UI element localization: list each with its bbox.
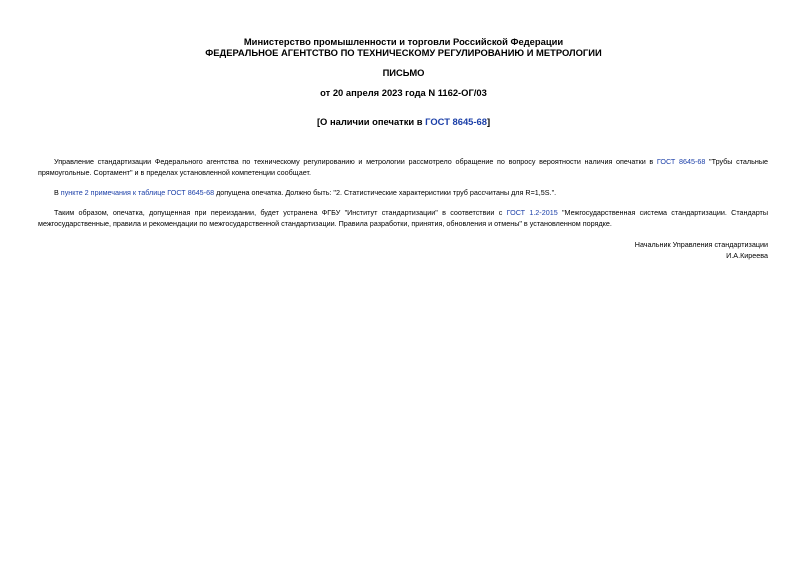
paragraph-3-text-before: Таким образом, опечатка, допущенная при переиздании, будет устранена ФГБУ "Институт стандартизации" в соответствии с [54,208,507,217]
paragraph-2 [38,187,768,198]
paragraph-3-gost-link[interactable]: ГОСТ 1.2-2015 [506,208,558,217]
paragraph-3 [38,207,768,229]
paragraph-1-text-after: "Трубы стальные прямоугольные. Сортамент" и в пределах установленной компетенции сообщает. [38,157,769,177]
paragraph-2-text-after: допущена опечатка. Должно быть: "2. Статистические характеристики труб рассчитаны для R=1,5S.". [214,188,557,197]
ministry-title: Министерство промышленности и торговли Российской Федерации [243,36,564,47]
subject-prefix: [О наличии опечатки в [316,116,426,127]
document-subject [0,116,807,127]
paragraph-2-text-before: В [54,188,61,197]
paragraph-2-table-note-link[interactable]: пункте 2 примечания к таблице ГОСТ 8645-68 [60,188,215,197]
subject-gost-link[interactable]: ГОСТ 8645-68 [425,116,487,127]
agency-title: ФЕДЕРАЛЬНОЕ АГЕНТСТВО ПО ТЕХНИЧЕСКОМУ РЕГУЛИРОВАНИЮ И МЕТРОЛОГИИ [205,47,602,58]
paragraph-3-text-after: "Межгосударственная система стандартизации. Стандарты межгосударственные, правила и рекомендации по межгосударственной стандартизации. Правила разработки, принятия, обновления и отмены" в установленном порядке. [38,208,768,228]
signature-name: И.А.Киреева [726,251,768,260]
paragraph-1-text-before: Управление стандартизации Федерального агентства по техническому регулированию и метрологии рассмотрело обращение по вопросу вероятности наличия опечатки в [54,157,657,166]
signature-position: Начальник Управления стандартизации [634,240,768,249]
paragraph-1-gost-link[interactable]: ГОСТ 8645-68 [656,157,706,166]
document-type: ПИСЬМО [382,67,425,78]
paragraph-1 [38,156,768,178]
subject-suffix: ] [486,116,491,127]
document-date-number: от 20 апреля 2023 года N 1162-ОГ/03 [320,87,487,98]
